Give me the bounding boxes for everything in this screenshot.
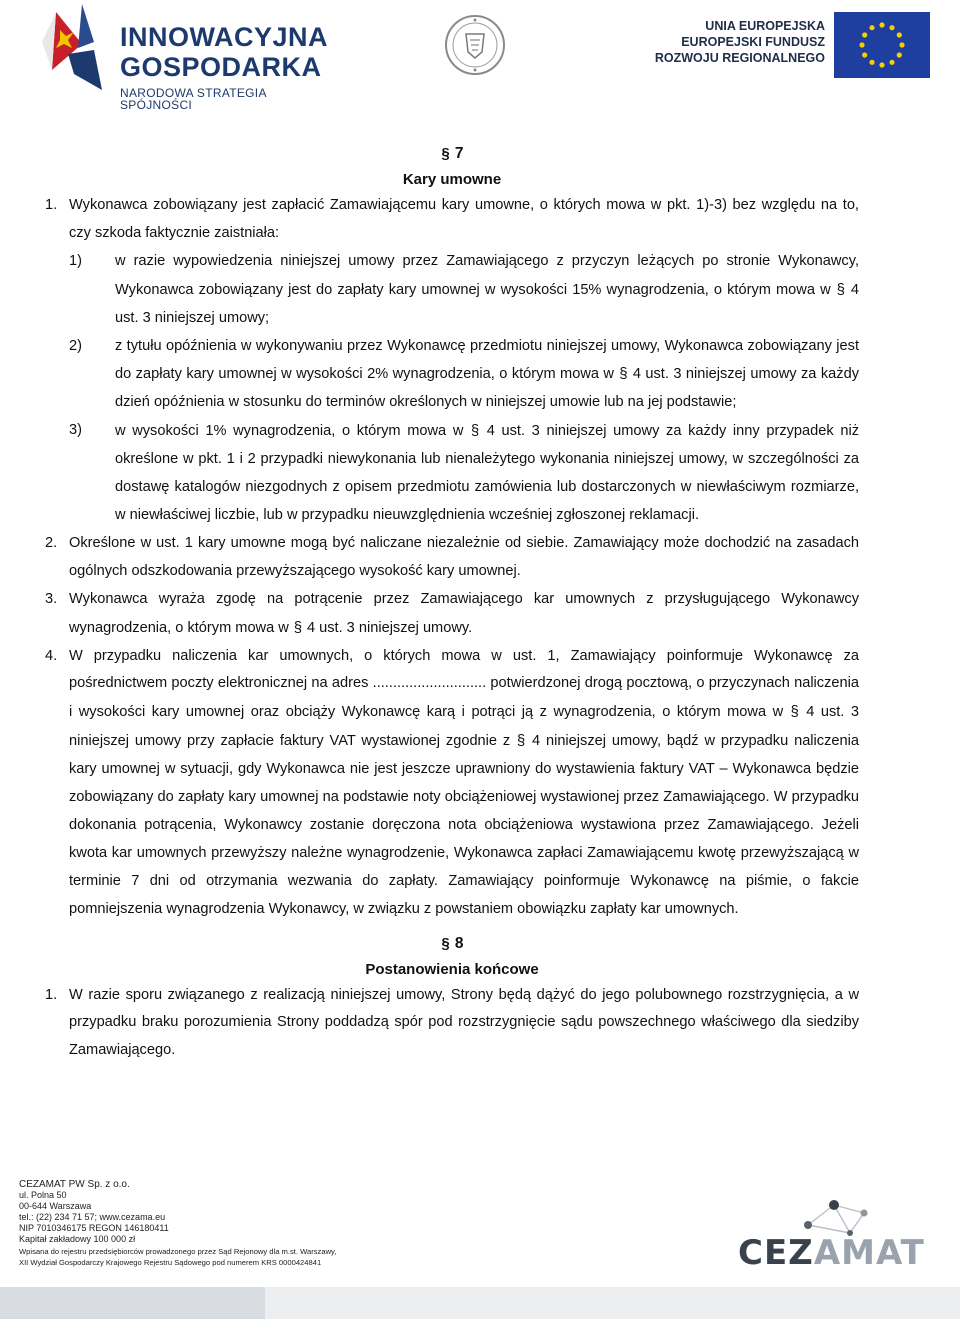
footer-contact: tel.: (22) 234 71 57; www.cezama.eu bbox=[19, 1212, 166, 1223]
section-sign-icon: § bbox=[836, 280, 845, 298]
eu-flag-icon bbox=[834, 12, 930, 78]
list-item-text-cont: 4 ust. 3 niniejszej umowy; bbox=[115, 281, 859, 326]
section-7-title: Kary umowne bbox=[402, 171, 502, 188]
section-8-number: 8 bbox=[454, 934, 464, 952]
paragraph-text: W razie sporu związanego z realizacją niniejszej umowy, Strony będą dążyć do jego polubownego rozstrzygnięcia, a w przypadku braku porozumienia Strony poddadzą spór pod rozstrzygnięcie sądu powszechnego właściwego dla siedziby Zamawiającego. bbox=[69, 986, 859, 1059]
university-seal-icon bbox=[444, 14, 506, 76]
section-sign-icon: § bbox=[790, 703, 799, 721]
paragraph-text-cont: 4 ust. 3 niniejszej umowy. bbox=[306, 619, 473, 636]
wordmark-part-a: CEZ bbox=[738, 1233, 814, 1273]
ig-title-line1: INNOWACYJNA bbox=[120, 22, 329, 52]
list-item-7-1-2 bbox=[69, 333, 859, 418]
footer-band-right bbox=[265, 1287, 960, 1319]
paragraph-7-4 bbox=[45, 643, 859, 924]
paragraph-number: 4. bbox=[45, 647, 58, 664]
eu-fund-logo bbox=[630, 12, 930, 82]
footer-band bbox=[0, 1287, 960, 1319]
footer-company-name: CEZAMAT PW Sp. z o.o. bbox=[19, 1179, 130, 1190]
list-item-number: 3) bbox=[69, 422, 82, 439]
footer-registry-1: Wpisana do rejestru przedsiębiorców prowadzonego przez Sąd Rejonowy dla m.st. Warszawy, bbox=[19, 1246, 337, 1256]
paragraph-text-cont: 4 ust. 3 niniejszej umowy przy zapłacie faktury VAT wystawionej zgodnie z bbox=[69, 704, 859, 750]
list-item-number: 1) bbox=[69, 252, 82, 269]
ue-line3: ROZWOJU REGIONALNEGO bbox=[654, 51, 825, 65]
innowacyjna-gospodarka-logo bbox=[38, 2, 338, 112]
paragraph-number: 1. bbox=[45, 986, 58, 1003]
section-sign-icon: § bbox=[516, 732, 526, 750]
paragraph-7-2 bbox=[45, 530, 859, 586]
list-item-text: z tytułu opóźnienia w wykonywaniu przez Wykonawcę przedmiotu niniejszej umowy, Wykonawca zobowiązany jest do zapłaty kary umownej w wysokości 2% wynagrodzenia, o którym mowa w bbox=[115, 337, 859, 383]
ue-line1: UNIA EUROPEJSKA bbox=[705, 19, 825, 33]
cezamat-wordmark bbox=[738, 1233, 925, 1273]
ig-title-line2: GOSPODARKA bbox=[120, 52, 322, 82]
document-body bbox=[45, 140, 859, 1065]
list-item-text: w wysokości 1% wynagrodzenia, o którym mowa w bbox=[115, 423, 464, 440]
section-7-heading bbox=[45, 140, 859, 168]
section-7-number: 7 bbox=[454, 145, 464, 162]
ig-flag-icon bbox=[38, 2, 118, 97]
paragraph-number: 3. bbox=[45, 590, 58, 607]
section-sign-icon: § bbox=[293, 618, 303, 636]
footer-registry-2: XII Wydział Gospodarczy Krajowego Rejestru Sądowego pod numerem KRS 0000424841 bbox=[19, 1257, 322, 1267]
footer-city: 00-644 Warszawa bbox=[19, 1201, 92, 1212]
footer-capital: Kapitał zakładowy 100 000 zł bbox=[19, 1234, 136, 1245]
page-header bbox=[0, 0, 960, 112]
list-item-7-1-3 bbox=[69, 417, 859, 530]
section-sign-icon: § bbox=[441, 934, 450, 952]
paragraph-number: 1. bbox=[45, 197, 58, 213]
section-sign-icon: § bbox=[441, 145, 450, 162]
list-item-text-cont: 4 ust. 3 niniejszej umowy za każdy dzień opóźnienia w stosunku do terminów określonych w niniejszej umowie lub na jej podstawie; bbox=[115, 366, 859, 411]
paragraph-text: Wykonawca zobowiązany jest zapłacić Zamawiającemu kary umowne, o których mowa w pkt. 1)-3) bez względu na to, czy szkoda faktycznie zaistniała: bbox=[69, 197, 859, 241]
section-8-title: Postanowienia końcowe bbox=[365, 960, 539, 978]
paragraph-text-cont2: 4 niniejszej umowy, bądź w przypadku naliczenia kary umownej w sytuacji, gdy Wykonawca nie jest jeszcze uprawniony do wystawienia faktury VAT – Wykonawca będzie zobowiązany do zapłaty kary umownej na podstawie noty obciążeniowej wystawionej przez Zamawiającego. W przypadku dokonania potrącenia, Wykonawcy zostanie doręczona nota obciążeniowa wystawiona przez Zamawiającego. Jeżeli kwota kar umownych przewyższy należne wynagrodzenie, Wykonawca zapłaci Zamawiającemu kwotę przewyższającą w terminie 7 dni od otrzymania wezwania do zapłaty. Zamawiający poinformuje Wykonawcę na piśmie, o fakcie pomniejszenia wynagrodzenia Wykonawcy, w związku z powstaniem obowiązku zapłaty kar umownych. bbox=[69, 733, 859, 917]
list-item-text: w razie wypowiedzenia niniejszej umowy przez Zamawiającego z przyczyn leżących po stronie Wykonawcy, Wykonawca zobowiązany jest do zapłaty kary umownej w wysokości 15% wynagrodzenia, o którym mowa w bbox=[115, 252, 859, 298]
section-sign-icon: § bbox=[619, 365, 628, 383]
ig-subtitle: NARODOWA STRATEGIA SPÓJNOŚCI bbox=[120, 86, 267, 112]
cezamat-logo bbox=[738, 1195, 925, 1275]
paragraph-7-3 bbox=[45, 586, 859, 643]
ue-line2: EUROPEJSKI FUNDUSZ bbox=[681, 35, 825, 49]
paragraph-text: Wykonawca wyraża zgodę na potrącenie przez Zamawiającego kar umownych z przysługującego Wykonawcy wynagrodzenia, o którym mowa w bbox=[69, 590, 859, 636]
footer-street: ul. Polna 50 bbox=[19, 1190, 67, 1201]
paragraph-text: W przypadku naliczenia kar umownych, o których mowa w ust. 1, Zamawiający poinformuje Wykonawcę za pośrednictwem poczty elektronicznej na adres ............................ potwierdzonej drogą pocztową, o przyczynach naliczenia i wysokości kary umownej oraz obciąży Wykonawcę karą i potrąci ją z wynagrodzenia, o którym mowa w bbox=[69, 647, 859, 721]
wordmark-part-b: AMAT bbox=[813, 1233, 925, 1273]
company-footer bbox=[19, 1179, 336, 1268]
paragraph-text: Określone w ust. 1 kary umowne mogą być naliczane niezależnie od siebie. Zamawiający może dochodzić na zasadach ogólnych odszkodowania przewyższającego wysokość kary umownej. bbox=[69, 534, 859, 579]
footer-band-left bbox=[0, 1287, 265, 1319]
list-item-7-1-1 bbox=[69, 248, 859, 333]
section-8-heading bbox=[45, 930, 859, 958]
paragraph-number: 2. bbox=[45, 534, 58, 551]
section-sign-icon: § bbox=[470, 422, 480, 440]
paragraph-8-1 bbox=[45, 982, 859, 1066]
paragraph-7-1 bbox=[45, 192, 859, 248]
footer-nip-regon: NIP 7010346175 REGON 146180411 bbox=[19, 1223, 169, 1234]
list-item-number: 2) bbox=[69, 337, 82, 354]
list-item-text-cont: 4 ust. 3 niniejszej umowy za każdy inny przypadek niż określone w pkt. 1 i 2 przypadki niewykonania lub nienależytego wykonania niniejszej umowy, w szczególności za dostawę katalogów niezgodnych z opisem przedmiotu zamówienia lub dostarczonych w niewłaściwym rozmiarze, w niewłaściwej liczbie, lub w przypadku nieuwzględnienia wcześniej zgłoszonej reklamacji. bbox=[115, 423, 859, 523]
